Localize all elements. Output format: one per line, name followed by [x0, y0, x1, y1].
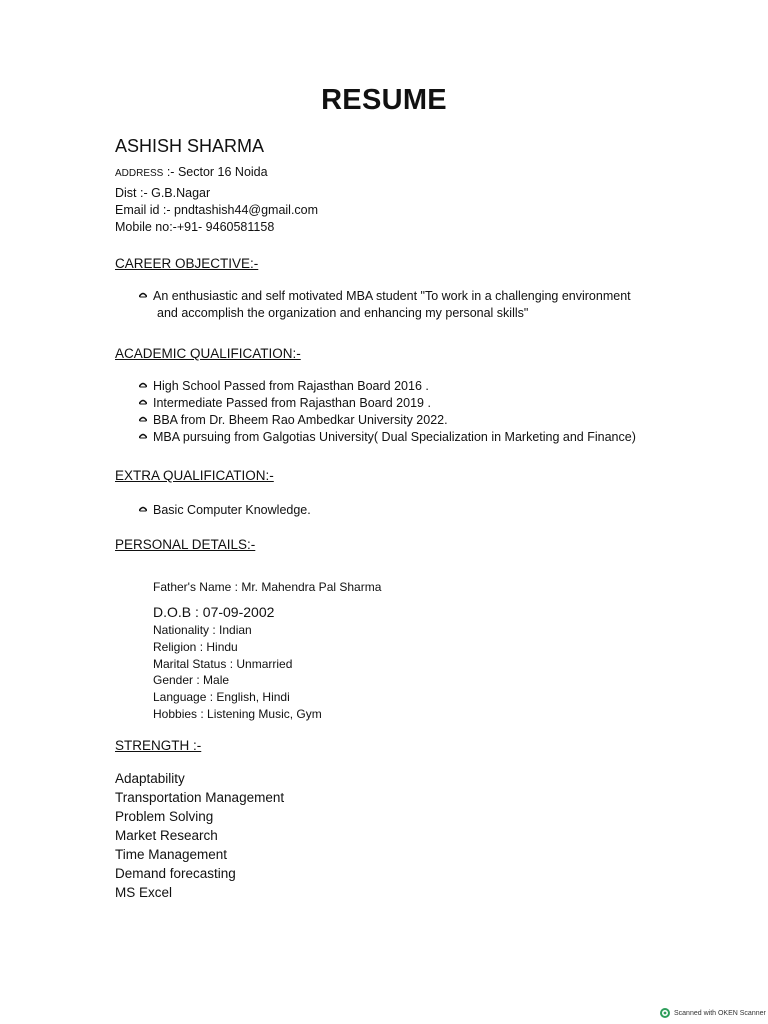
bullet-icon	[139, 506, 147, 512]
religion: Religion : Hindu	[153, 640, 238, 654]
extra-qualification-text: Basic Computer Knowledge.	[153, 503, 311, 517]
bullet-icon	[139, 382, 147, 388]
career-objective-line2: and accomplish the organization and enhancing my personal skills"	[157, 306, 529, 320]
academic-item	[139, 396, 431, 410]
academic-item-text: MBA pursuing from Galgotias University( Dual Specialization in Marketing and Finance)	[153, 430, 636, 444]
language: Language : English, Hindi	[153, 690, 290, 704]
extra-qualification-heading: EXTRA QUALIFICATION:-	[115, 468, 274, 483]
marital-status: Marital Status : Unmarried	[153, 657, 293, 671]
mobile-line: Mobile no:-+91- 9460581158	[115, 220, 275, 234]
academic-item	[139, 379, 429, 393]
strength-item: Time Management	[115, 847, 228, 862]
date-of-birth: D.O.B : 07-09-2002	[153, 604, 275, 620]
scanner-watermark	[660, 1008, 766, 1018]
nationality: Nationality : Indian	[153, 623, 252, 637]
strength-item: Demand forecasting	[115, 866, 236, 881]
strength-item: Problem Solving	[115, 809, 214, 824]
bullet-icon	[139, 292, 147, 298]
academic-qualification-heading: ACADEMIC QUALIFICATION:-	[115, 346, 301, 361]
address-value: :- Sector 16 Noida	[163, 165, 268, 179]
career-objective-heading: CAREER OBJECTIVE:-	[115, 256, 259, 271]
hobbies: Hobbies : Listening Music, Gym	[153, 707, 322, 721]
academic-item-text: High School Passed from Rajasthan Board 2016 .	[153, 379, 429, 393]
address-line	[115, 165, 268, 179]
page-title: RESUME	[321, 84, 447, 116]
academic-item	[139, 430, 636, 444]
district-line: Dist :- G.B.Nagar	[115, 186, 211, 200]
scanner-watermark-text: Scanned with OKEN Scanner	[674, 1009, 766, 1017]
academic-item-text: Intermediate Passed from Rajasthan Board 2019 .	[153, 396, 431, 410]
strength-item: MS Excel	[115, 885, 173, 900]
strength-item: Transportation Management	[115, 790, 285, 805]
strength-item: Adaptability	[115, 771, 185, 786]
bullet-icon	[139, 416, 147, 422]
oken-scanner-logo-icon	[660, 1008, 670, 1018]
fathers-name: Father's Name : Mr. Mahendra Pal Sharma	[153, 580, 382, 594]
career-objective-line1: An enthusiastic and self motivated MBA student "To work in a challenging environment	[153, 289, 631, 303]
strength-item: Market Research	[115, 828, 218, 843]
candidate-name: ASHISH SHARMA	[115, 136, 265, 156]
email-line: Email id :- pndtashish44@gmail.com	[115, 203, 319, 217]
personal-details-heading: PERSONAL DETAILS:-	[115, 537, 256, 552]
address-label: ADDRESS	[115, 168, 164, 179]
bullet-icon	[139, 399, 147, 405]
bullet-icon	[139, 433, 147, 439]
extra-qualification-item	[139, 503, 311, 517]
strength-heading: STRENGTH :-	[115, 738, 202, 753]
academic-item	[139, 413, 448, 427]
career-objective-item	[139, 289, 631, 303]
gender: Gender : Male	[153, 673, 230, 687]
academic-item-text: BBA from Dr. Bheem Rao Ambedkar University 2022.	[153, 413, 448, 427]
